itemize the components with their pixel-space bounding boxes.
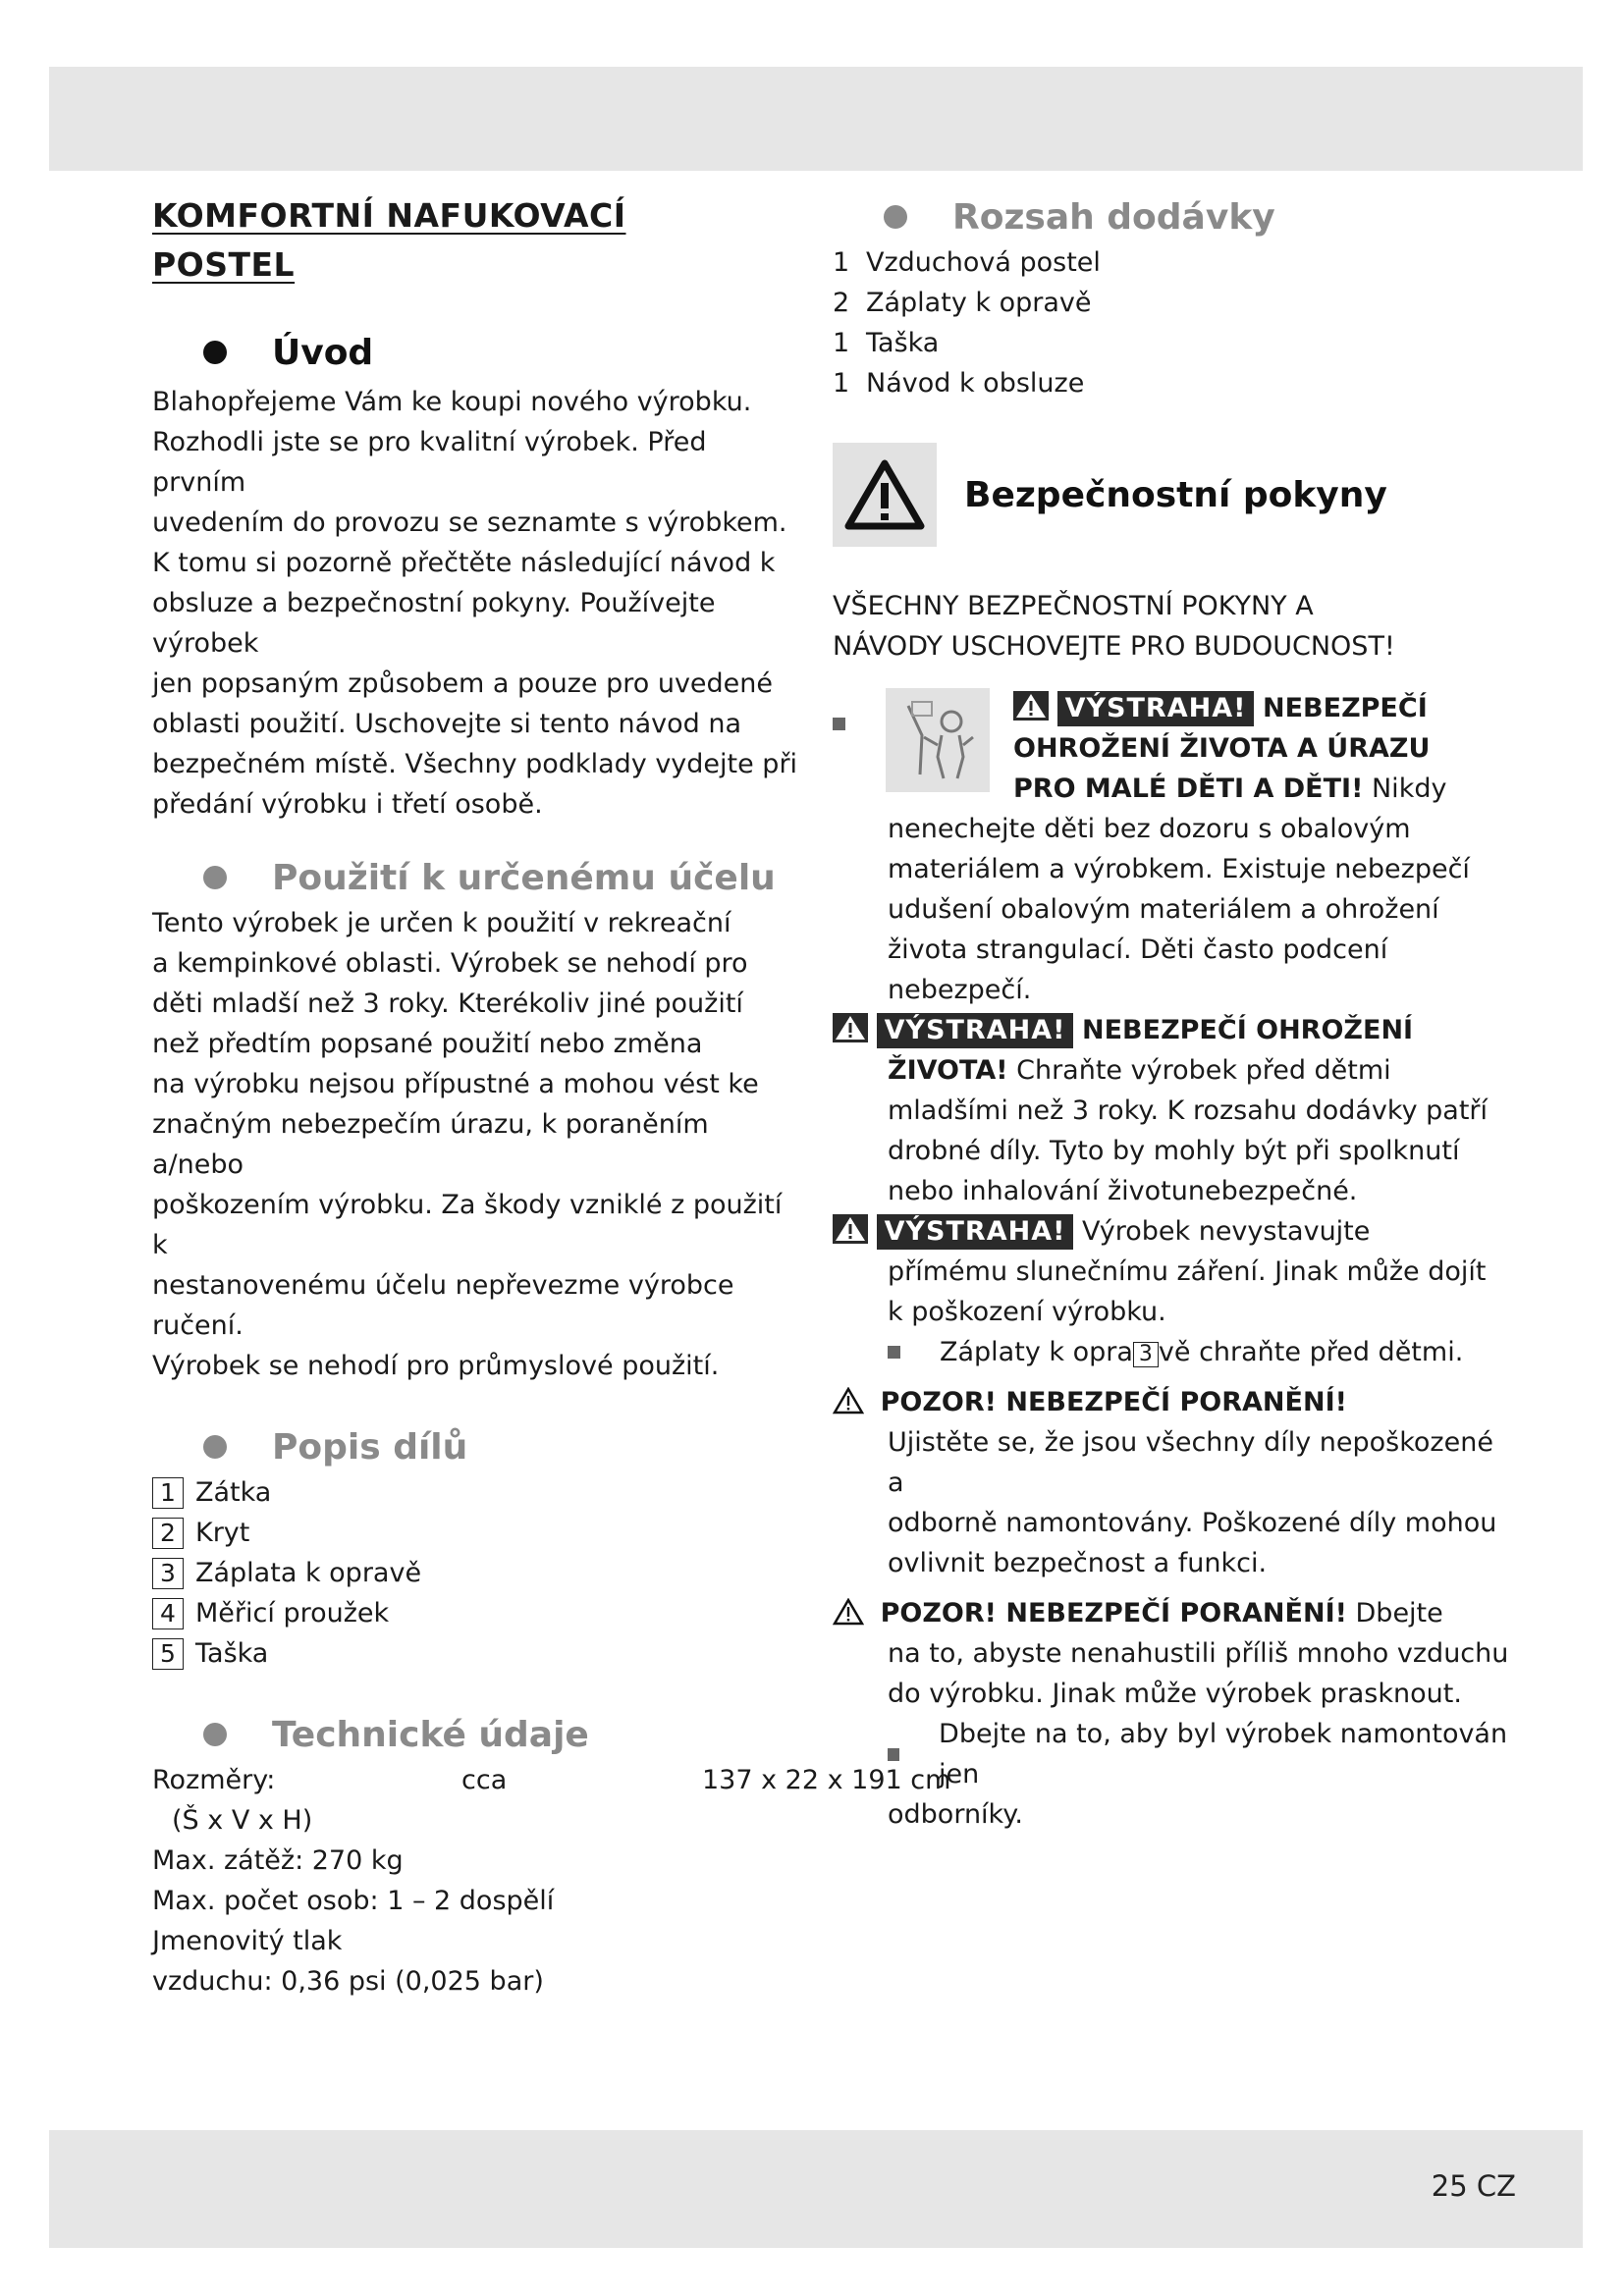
max-load: Max. zátěž: 270 kg xyxy=(152,1845,404,1876)
safety-heading: Bezpečnostní pokyny xyxy=(833,443,1510,547)
list-item: 4 Měřicí proužek xyxy=(152,1593,800,1633)
list-item: 1 Zátka xyxy=(152,1472,800,1513)
max-persons: Max. počet osob: 1 – 2 dospělí xyxy=(152,1886,555,1916)
assembly-note: Dbejte na to, aby byl výrobek namontován jen xyxy=(833,1714,1510,1794)
parts-list xyxy=(152,1472,800,1674)
bullet-dot-icon xyxy=(203,866,227,889)
page-number: 25 CZ xyxy=(1431,2169,1516,2203)
bullet-dot-icon xyxy=(884,205,907,229)
bullet-square-icon xyxy=(888,1748,899,1761)
technical-heading: Technické údaje xyxy=(152,1709,800,1760)
keep-instructions: VŠECHNY BEZPEČNOSTNÍ POKYNY A NÁVODY USCHOVEJTE PRO BUDOUCNOST! xyxy=(833,591,1395,662)
list-item: 2 Kryt xyxy=(152,1513,800,1553)
warning-triangle-icon xyxy=(833,443,937,547)
intro-heading: Úvod xyxy=(152,327,800,378)
pressure-value: vzduchu: 0,36 psi (0,025 bar) xyxy=(152,1966,544,1997)
warning-small-parts: VÝSTRAHA! NEBEZPEČÍ OHROŽENÍ ŽIVOTA! Chraňte výrobek před dětmi mladšími než 3 roky. K rozsahu dodávky patří drobné díly. Tyto by mohly být při spolknutí nebo inhalování životunebezpečné. xyxy=(833,1010,1510,1211)
technical-data xyxy=(152,1760,951,2002)
supply-heading: Rozsah dodávky xyxy=(833,191,1510,242)
caution-icon xyxy=(833,1387,864,1415)
dimensions-sub: (Š x V x H) xyxy=(172,1805,313,1836)
footer-band xyxy=(49,2130,1583,2248)
list-item: 1 Vzduchová postel xyxy=(833,247,1101,278)
intended-use-heading: Použití k určenému účelu xyxy=(152,852,800,903)
list-item: 1 Taška xyxy=(833,328,940,358)
list-item: 5 Taška xyxy=(152,1633,800,1674)
parts-heading: Popis dílů xyxy=(152,1421,800,1472)
header-band xyxy=(49,67,1583,171)
list-item: 2 Záplaty k opravě xyxy=(833,288,1092,318)
child-safety-icon xyxy=(886,688,990,792)
right-column xyxy=(833,191,1510,1835)
caution-inflate: POZOR! NEBEZPEČÍ PORANĚNÍ! Dbejte na to, abyste nenahustili příliš mnoho vzduchu do výrobku. Jinak může výrobek prasknout. Dbejte na to, aby byl výrobek namontován jen odborníky. xyxy=(833,1593,1510,1835)
warning-sunlight: VÝSTRAHA! Výrobek nevystavujte přímému slunečnímu záření. Jinak může dojít k poškození výrobku. Záplaty k opra 3 vě chraňte před dětmi. xyxy=(833,1211,1510,1372)
patch-note: Záplaty k opra 3 vě chraňte před dětmi. xyxy=(833,1332,1510,1372)
list-item: 3 Záplata k opravě xyxy=(152,1553,800,1593)
bullet-square-icon xyxy=(888,1346,900,1359)
pressure-label: Jmenovitý tlak xyxy=(152,1926,343,1956)
caution-icon xyxy=(833,1598,864,1626)
dimensions-row: Rozměry: cca 137 x 22 x 191 cm xyxy=(152,1765,951,1795)
warning-children: VÝSTRAHA! NEBEZPEČÍ OHROŽENÍ ŽIVOTA A ÚRAZU PRO MALÉ DĚTI A DĚTI! Nikdy nenechejte děti bez dozoru s obalovým materiálem a výrobkem. Existuje nebezpečí udušení obalovým materiálem a ohrožení života strangulací. Děti často podcení nebezpečí. xyxy=(833,688,1510,1010)
bullet-dot-icon xyxy=(203,1435,227,1459)
bullet-square-icon xyxy=(833,718,845,730)
page-title: KOMFORTNÍ NAFUKOVACÍ POSTEL xyxy=(152,196,626,284)
intended-use-text: Tento výrobek je určen k použití v rekreační a kempinkové oblasti. Výrobek se nehodí pro děti mladší než 3 roky. Kterékoliv jiné použití než předtím popsané použití nebo změna na výrobku nejsou přípustné a mohou vést ke značným nebezpečím úrazu, k poraněním a/nebo poškozením výrobku. Za škody vzniklé z použití k nestanovenému účelu nepřevezme výrobce ručení. Výrobek se nehodí pro průmyslové použití. xyxy=(152,908,783,1381)
warning-icon xyxy=(1013,691,1049,721)
warning-icon xyxy=(833,1214,868,1244)
intro-text: Blahopřejeme Vám ke koupi nového výrobku. Rozhodli jste se pro kvalitní výrobek. Před prvním uvedením do provozu se seznamte s výrobkem. K tomu si pozorně přečtěte následující návod k obsluze a bezpečnostní pokyny. Používejte výrobek jen popsaným způsobem a pouze pro uvedené oblasti použití. Uschovejte si tento návod na bezpečném místě. Všechny podklady vydejte při předání výrobku i třetí osobě. xyxy=(152,387,798,820)
warning-icon xyxy=(833,1013,868,1042)
bullet-dot-icon xyxy=(203,1723,227,1746)
list-item: 1 Návod k obsluze xyxy=(833,368,1085,399)
caution-parts: POZOR! NEBEZPEČÍ PORANĚNÍ! Ujistěte se, že jsou všechny díly nepoškozené a odborně namontovány. Poškozené díly mohou ovlivnit bezpečnost a funkci. xyxy=(833,1382,1510,1583)
bullet-dot-icon xyxy=(203,341,227,364)
supply-list xyxy=(833,242,1510,403)
